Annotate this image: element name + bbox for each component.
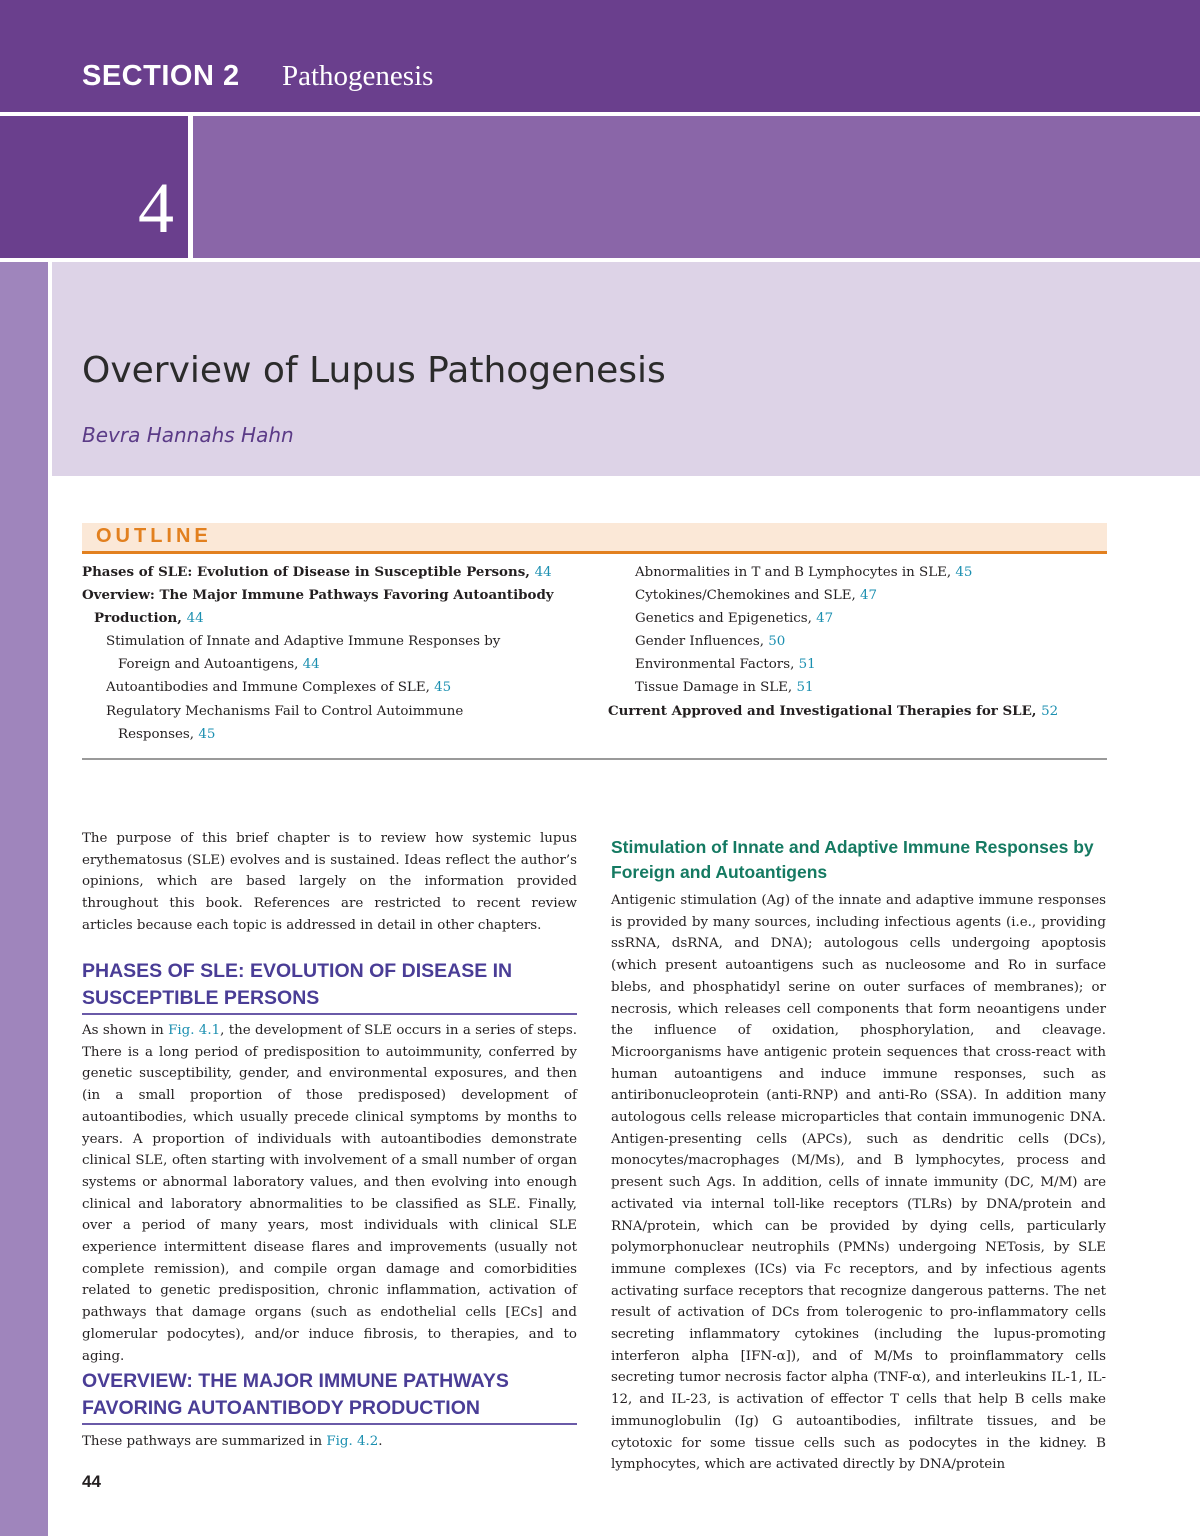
outline-item[interactable]: Cytokines/Chemokines and SLE, 47 [635, 588, 878, 604]
chapter-banner [193, 116, 1200, 258]
outline-item[interactable]: Regulatory Mechanisms Fail to Control Autoimmune [106, 703, 464, 719]
outline-item[interactable]: Gender Influences, 50 [635, 634, 786, 650]
section-banner [0, 0, 1200, 112]
outline-item[interactable]: Foreign and Autoantigens, 44 [118, 657, 320, 673]
heading-rule [82, 1013, 577, 1015]
section-label: SECTION 2 [82, 60, 240, 92]
outline-left-column [82, 561, 582, 746]
page-ref[interactable]: 45 [955, 565, 973, 580]
page-ref[interactable]: 45 [198, 726, 216, 742]
page-ref[interactable]: 44 [186, 611, 204, 627]
page-ref[interactable]: 50 [768, 634, 786, 650]
page-number: 44 [82, 1472, 101, 1491]
subsection-heading-stimulation: Stimulation of Innate and Adaptive Immune Responses by Foreign and Autoantigens [611, 837, 1094, 882]
phases-paragraph: As shown in Fig. 4.1, the development of SLE occurs in a series of steps. There is a long period of predisposition to autoimmunity, conferred by genetic susceptibility, gender, and environmental exposures, and then (in a small proportion of those predisposed) development of autoantibodies, which usually precede clinical symptoms by months to years. A proportion of individuals with autoantibodies demonstrate clinical SLE, often starting with involvement of a small number of organ systems or abnormal laboratory values, and then evolving into enough clinical and laboratory abnormalities to be classified as SLE. Finally, over a period of many years, most individuals with clinical SLE experience intermittent disease flares and improvements (usually not complete remission), and compile organ damage and comorbidities related to genetic predisposition, chronic inflammation, activation of pathways that damage organs (such as endothelial cells [ECs] and glomerular podocytes), and/or induce fibrosis, to therapies, and to aging. [82, 1023, 577, 1364]
heading-rule [82, 1423, 577, 1425]
page-ref[interactable]: 47 [816, 611, 834, 627]
outline-item[interactable]: Current Approved and Investigational Therapies for SLE, 52 [608, 702, 1059, 719]
page-ref[interactable]: 52 [1041, 703, 1059, 719]
outline-right-column [608, 561, 1108, 723]
overview-paragraph: These pathways are summarized in Fig. 4.2. [82, 1434, 383, 1449]
section-heading-overview: OVERVIEW: THE MAJOR IMMUNE PATHWAYS FAVORING AUTOANTIBODY PRODUCTION [82, 1370, 509, 1419]
outline-item[interactable]: Stimulation of Innate and Adaptive Immune Responses by [106, 634, 501, 650]
page-ref[interactable]: 47 [860, 588, 878, 604]
stimulation-paragraph-block [611, 890, 1106, 1476]
section-heading-phases: PHASES OF SLE: EVOLUTION OF DISEASE IN SUSCEPTIBLE PERSONS [82, 960, 513, 1009]
outline-item[interactable]: Overview: The Major Immune Pathways Favoring Autoantibody [82, 587, 554, 604]
outline-header [82, 523, 1107, 551]
chapter-number: 4 [138, 168, 174, 248]
page-ref[interactable]: 51 [798, 657, 816, 673]
outline-item[interactable]: Production, 44 [94, 610, 204, 627]
figure-link[interactable]: Fig. 4.2 [326, 1434, 379, 1449]
phases-paragraph-block [82, 1020, 577, 1367]
figure-link[interactable]: Fig. 4.1 [168, 1023, 221, 1038]
stimulation-paragraph: Antigenic stimulation (Ag) of the innate and adaptive immune responses is provided by many sources, including infectious agents (i.e., providing ssRNA, dsRNA, and DNA); autologous cells undergoing apoptosis (which present autoantigens such as nucleosome and Ro in surface blebs, and phosphatidyl serine on outer surfaces of membranes); or necrosis, which releases cell components that form neoantigens under the influence of oxidation, phosphorylation, and cleavage. Microorganisms have antigenic protein sequences that cross-react with human autoantigens and induce immune responses, such as antiribonucleoprotein (anti-RNP) and anti-Ro (SSA). In addition many autologous cells release microparticles that contain immunogenic DNA. Antigen-presenting cells (APCs), such as dendritic cells (DCs), monocytes/macrophages (M/Ms), and B lymphocytes, process and present such Ags. In addition, cells of innate immunity (DC, M/M) are activated via internal toll-like receptors (TLRs) by DNA/protein and RNA/protein, which can be provided by dying cells, particularly polymorphonuclear neutrophils (PMNs) undergoing NETosis, by SLE immune complexes (ICs) via Fc receptors, and by infectious agents activating surface receptors that recognize dangerous patterns. The net result of activation of DCs from tolerogenic to pro-inflammatory cells secreting inflammatory cytokines (including the lupus-promoting interferon alpha [IFN-α]), and of M/Ms to proinflammatory cells secreting tumor necrosis factor alpha (TNF-α), and interleukins IL-1, IL-12, and IL-23, is activation of effector T cells that help B cells make immunoglobulin (Ig) G autoantibodies, infiltrate tissues, and be cytotoxic for some tissue cells such as podocytes in the kidney. B lymphocytes, which are activated directly by DNA/protein [611, 893, 1106, 1473]
chapter-title: Overview of Lupus Pathogenesis [82, 350, 666, 391]
section-title: Pathogenesis [282, 60, 434, 92]
outline-item[interactable]: Genetics and Epigenetics, 47 [635, 611, 834, 627]
intro-paragraph: The purpose of this brief chapter is to review how systemic lupus erythematosus (SLE) evolves and is sustained. Ideas reflect the author’s opinions, which are based largely on the information provided throughout this book. References are restricted to recent review articles because each topic is addressed in detail in other chapters. [82, 831, 577, 933]
page-ref[interactable]: 44 [534, 565, 552, 580]
margin-stripe [0, 262, 48, 1536]
outline-title: OUTLINE [96, 525, 212, 547]
page-ref[interactable]: 45 [434, 680, 452, 696]
page-ref[interactable]: 51 [796, 680, 814, 696]
outline-item[interactable]: Abnormalities in T and B Lymphocytes in SLE, 45 [635, 565, 973, 580]
outline-bottom-rule [82, 758, 1107, 760]
outline-item[interactable]: Responses, 45 [118, 726, 216, 742]
outline-item[interactable]: Tissue Damage in SLE, 51 [635, 680, 814, 696]
page-ref[interactable]: 44 [302, 657, 320, 673]
outline-item[interactable]: Environmental Factors, 51 [635, 657, 816, 673]
author: Bevra Hannahs Hahn [82, 423, 294, 447]
overview-paragraph-block [82, 1431, 577, 1453]
outline-item[interactable]: Phases of SLE: Evolution of Disease in Susceptible Persons, 44 [82, 564, 552, 580]
intro-paragraph-block [82, 828, 577, 937]
outline-item[interactable]: Autoantibodies and Immune Complexes of SLE, 45 [106, 680, 452, 696]
outline-rule [82, 551, 1107, 554]
